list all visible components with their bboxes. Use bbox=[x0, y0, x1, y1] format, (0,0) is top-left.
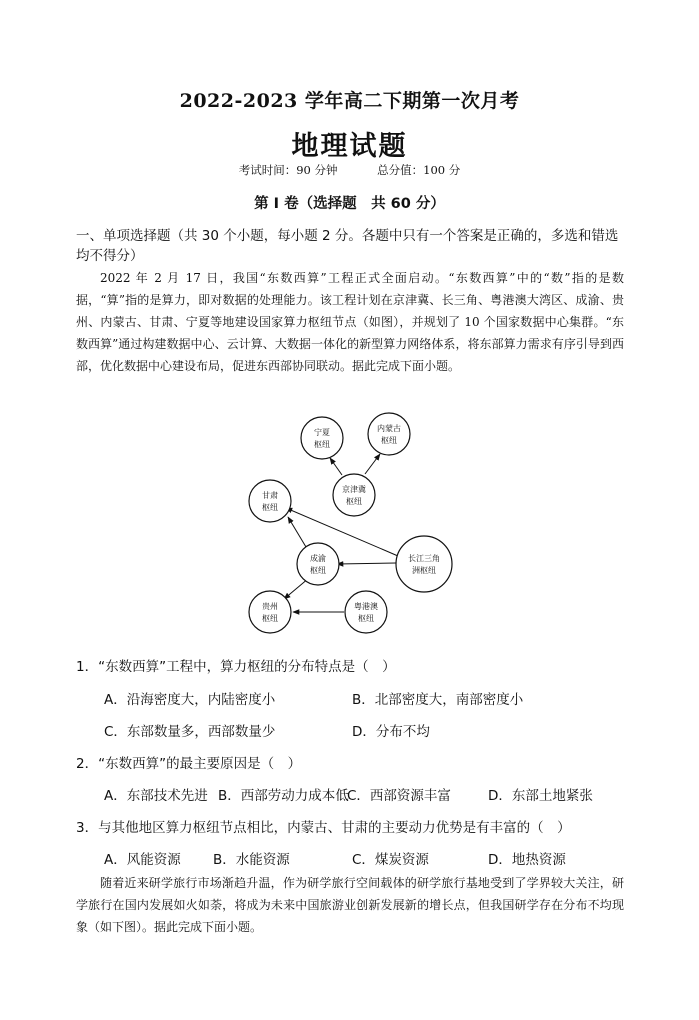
node-guizhou-label-1: 贵州 bbox=[262, 602, 278, 611]
question-2-option-c[interactable]: C．西部资源丰富 bbox=[347, 788, 451, 804]
section-title: 第 I 卷（选择题 共 60 分） bbox=[254, 196, 445, 212]
node-neimenggu-label-1: 内蒙古 bbox=[377, 424, 401, 433]
node-jingjinji bbox=[333, 474, 375, 516]
node-yuegangao-label-1: 粤港澳 bbox=[354, 602, 378, 611]
question-1-option-d[interactable]: D．分布不均 bbox=[352, 724, 430, 740]
question-1-option-a[interactable]: A．沿海密度大，内陆密度小 bbox=[104, 692, 276, 708]
node-changsanjiao bbox=[396, 536, 452, 592]
node-chengyu-label-2: 枢纽 bbox=[310, 566, 326, 575]
node-ningxia-label-1: 宁夏 bbox=[314, 428, 330, 437]
total-score: 总分值：100 分 bbox=[377, 163, 461, 177]
node-changsanjiao-label-1: 长江三角 bbox=[408, 554, 440, 563]
question-3-option-c[interactable]: C．煤炭资源 bbox=[352, 852, 429, 868]
arrow-jingjinji-neimenggu bbox=[365, 454, 380, 474]
computing-hub-diagram bbox=[230, 406, 470, 636]
node-neimenggu bbox=[368, 413, 410, 455]
passage-1-text: 2022 年 2 月 17 日，我国“东数西算”工程正式全面启动。“东数西算”中的“数”指的是数据，“算”指的是算力，即对数据的处理能力。该工程计划在京津冀、长三角、粤港澳大湾区、成渝、贵州、内蒙古、甘肃、宁夏等地建设国家算力枢纽节点（如图），并规划了 10 个国家数据中心集群。“东数西算”通过构建数据中心、云计算、大数据一体化的新型算力网络体系，将东部算力需求有序引导到西部，优化数据中心建设布局，促进东西部协同联动。据此完成下面小题。 bbox=[76, 271, 624, 373]
node-changsanjiao-label-2: 洲枢纽 bbox=[412, 566, 436, 575]
node-yuegangao-label-2: 枢纽 bbox=[358, 614, 374, 623]
question-3-option-a[interactable]: A．风能资源 bbox=[104, 852, 181, 868]
node-neimenggu-label-2: 枢纽 bbox=[381, 436, 397, 445]
exam-title: 2022-2023 学年高二下期第一次月考 bbox=[179, 90, 520, 112]
question-1-stem: 1．“东数西算”工程中，算力枢纽的分布特点是（ ） bbox=[76, 659, 396, 675]
question-1-option-b[interactable]: B．北部密度大，南部密度小 bbox=[352, 692, 524, 708]
node-guizhou bbox=[249, 591, 291, 633]
subject-title: 地理试题 bbox=[291, 131, 408, 162]
node-yuegangao bbox=[345, 591, 387, 633]
question-3-option-b[interactable]: B．水能资源 bbox=[213, 852, 290, 868]
node-chengyu-label-1: 成渝 bbox=[310, 554, 326, 563]
question-1-option-c[interactable]: C．东部数量多，西部数量少 bbox=[104, 724, 276, 740]
question-3-stem: 3．与其他地区算力枢纽节点相比，内蒙古、甘肃的主要动力优势是有丰富的（ ） bbox=[76, 820, 571, 836]
question-3-option-d[interactable]: D．地热资源 bbox=[488, 852, 566, 868]
question-2-stem: 2．“东数西算”的最主要原因是（ ） bbox=[76, 756, 302, 772]
exam-time: 考试时间：90 分钟 bbox=[238, 163, 338, 177]
reading-passage-1 bbox=[76, 267, 624, 377]
exam-meta bbox=[0, 162, 699, 178]
node-jingjinji-label-2: 枢纽 bbox=[346, 497, 362, 506]
node-gansu-label-2: 枢纽 bbox=[262, 503, 278, 512]
passage-2-text: 随着近来研学旅行市场渐趋升温，作为研学旅行空间载体的研学旅行基地受到了学界较大关注，研学旅行在国内发展如火如荼，将成为未来中国旅游业创新发展新的增长点，但我国研学存在分布不均现象（如下图）。据此完成下面小题。 bbox=[76, 876, 624, 934]
arrow-jingjinji-ningxia bbox=[330, 458, 342, 475]
section-instructions: 一、单项选择题（共 30 个小题，每小题 2 分。各题中只有一个答案是正确的，多选和错选均不得分） bbox=[76, 228, 619, 264]
node-guizhou-label-2: 枢纽 bbox=[262, 614, 278, 623]
question-2-option-d[interactable]: D．东部土地紧张 bbox=[488, 788, 593, 804]
node-ningxia bbox=[301, 417, 343, 459]
arrow-changsanjiao-chengyu bbox=[337, 563, 396, 564]
reading-passage-2 bbox=[76, 872, 624, 938]
question-2-option-b[interactable]: B．西部劳动力成本低 bbox=[218, 788, 349, 804]
node-ningxia-label-2: 枢纽 bbox=[314, 440, 330, 449]
node-gansu bbox=[249, 480, 291, 522]
node-jingjinji-label-1: 京津冀 bbox=[342, 485, 366, 494]
node-chengyu bbox=[297, 543, 339, 585]
question-2-option-a[interactable]: A．东部技术先进 bbox=[104, 788, 208, 804]
node-gansu-label-1: 甘肃 bbox=[262, 491, 278, 500]
